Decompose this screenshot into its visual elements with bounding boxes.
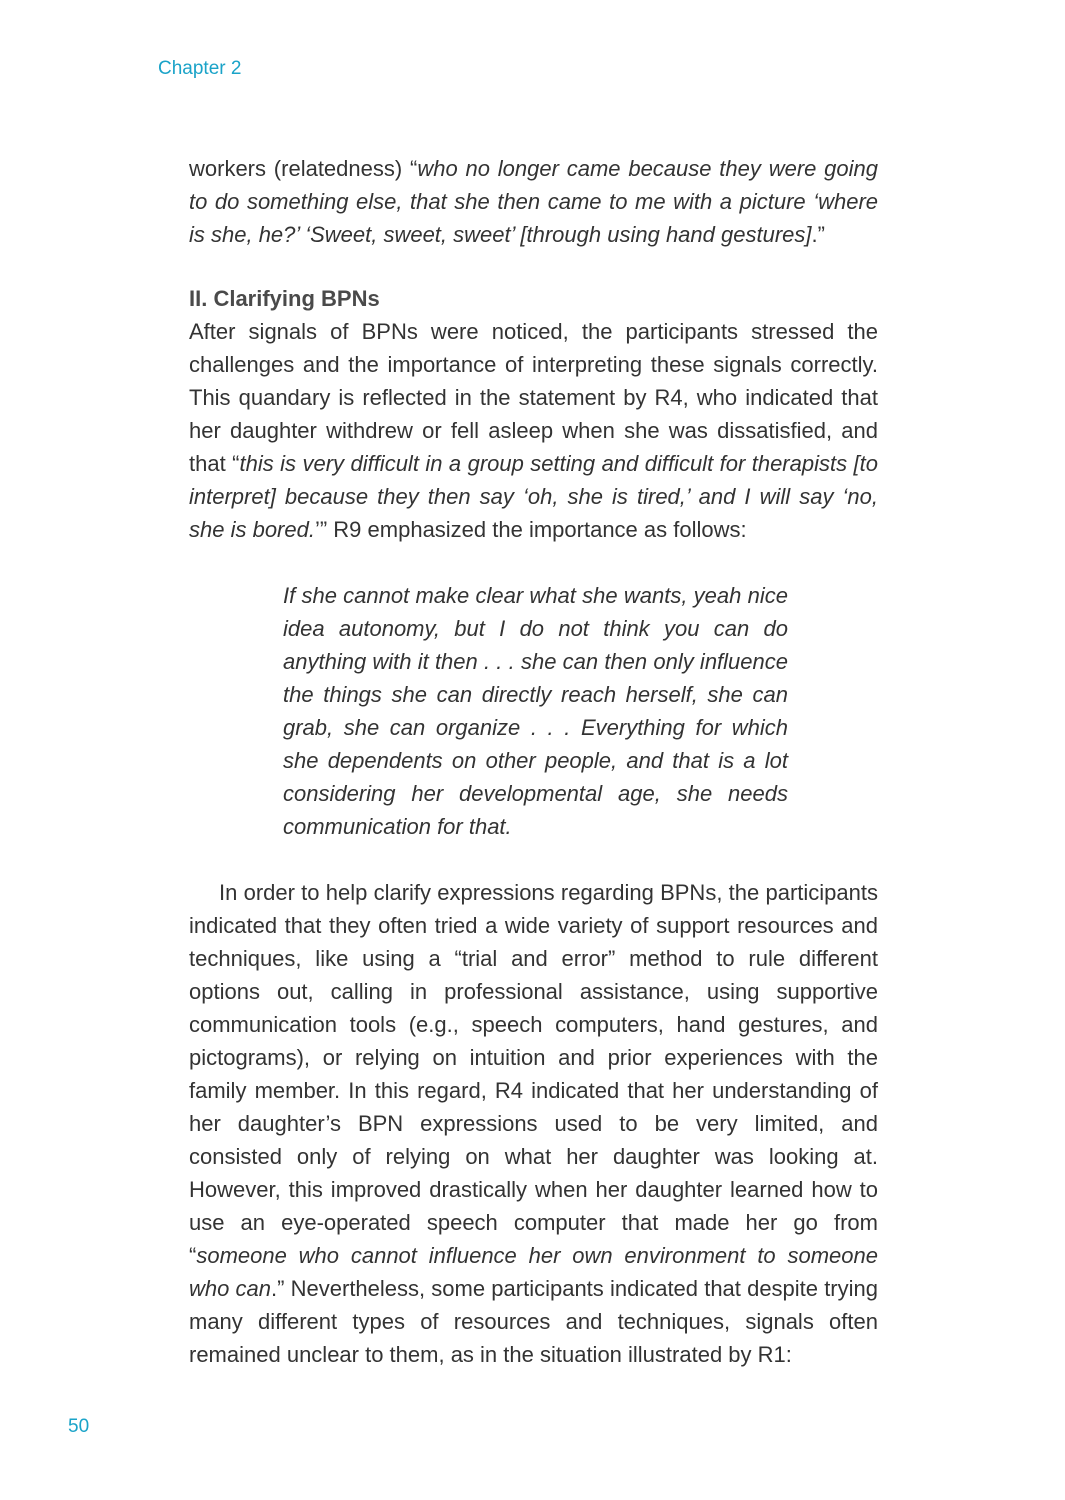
paragraph-support-resources <box>189 876 878 1371</box>
inline-quote: this is very difficult in a group setting and difficult for therapists [to interpret] because they then say ‘oh, she is tired,’ and I will say ‘no, she is bored. <box>189 451 879 542</box>
inline-quote: who no longer came because they were going to do something else, that she then came to me with a picture ‘where is she, he?’ ‘Sweet, sweet, sweet’ [through using hand gestures] <box>189 156 879 247</box>
paragraph-text: .” <box>811 222 825 247</box>
main-text <box>189 152 878 1371</box>
paragraph-text: ’” R9 emphasized the importance as follows: <box>314 517 747 542</box>
paragraph-text: After signals of BPNs were noticed, the participants stressed the challenges and the importance of interpreting these signals correctly. This quandary is reflected in the statement by R4, who indicated that her daughter withdrew or fell asleep when she was dissatisfied, and that “ <box>189 319 878 476</box>
block-quote: If she cannot make clear what she wants, yeah nice idea autonomy, but I do not think you can do anything with it then . . . she can then only influence the things she can directly reach herself, she can grab, she can organize . . . Everything for which she dependents on other people, and that is a lot considering her developmental age, she needs communication for that. <box>283 583 788 839</box>
paragraph-clarifying-bpns <box>189 315 878 546</box>
page-number: 50 <box>68 1416 90 1437</box>
paragraph-relatedness-quote <box>189 152 878 251</box>
chapter-running-head: Chapter 2 <box>158 58 242 79</box>
paragraph-text: workers (relatedness) “ <box>189 156 418 181</box>
paragraph-text: In order to help clarify expressions regarding BPNs, the participants indicated that they often tried a wide variety of support resources and techniques, like using a “trial and error” method to rule different options out, calling in professional assistance, using supportive communication tools (e.g., speech computers, hand gestures, and pictograms), or relying on intuition and prior experiences with the family member. In this regard, R4 indicated that her understanding of her daughter’s BPN expressions used to be very limited, and consisted only of relying on what her daughter was looking at. However, this improved drastically when her daughter learned how to use an eye-operated speech computer that made her go from “ <box>189 880 878 1268</box>
inline-quote: someone who cannot influence her own environment to someone who can <box>189 1243 878 1301</box>
section-heading: II. Clarifying BPNs <box>189 286 380 311</box>
paragraph-text: .” Nevertheless, some participants indicated that despite trying many different types of resources and techniques, signals often remained unclear to them, as in the situation illustrated by R1: <box>189 1276 878 1367</box>
